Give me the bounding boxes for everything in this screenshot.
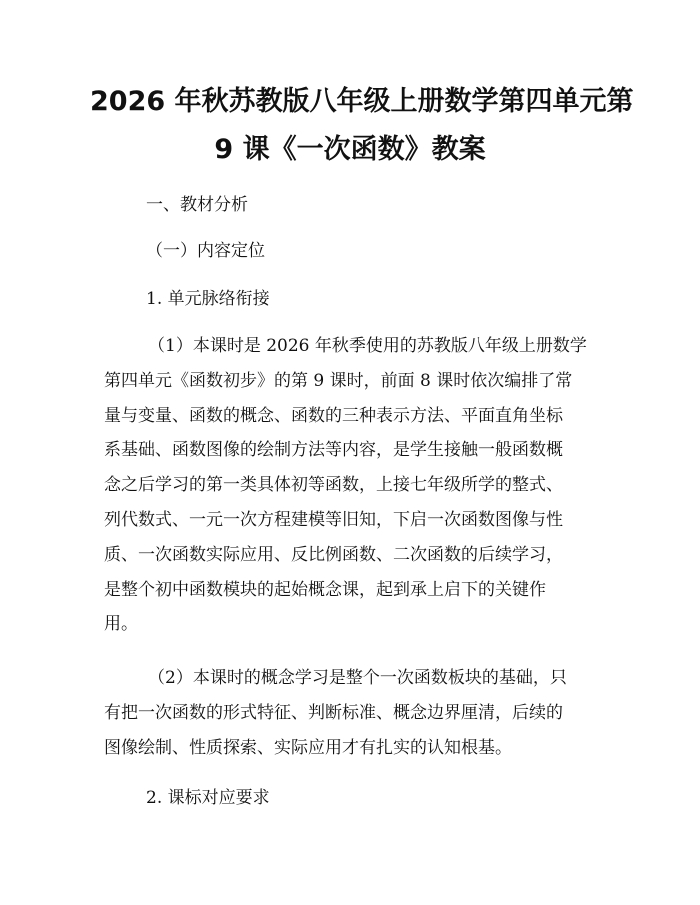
paragraph-1-line: 用。 bbox=[104, 614, 138, 635]
subsection-heading-content-positioning: （一）内容定位 bbox=[146, 241, 265, 261]
item-heading-curriculum-requirements: 2. 课标对应要求 bbox=[146, 788, 270, 808]
paragraph-2-line: 图像绘制、性质探索、实际应用才有扎实的认知根基。 bbox=[104, 737, 512, 758]
item-heading-unit-connection: 1. 单元脉络衔接 bbox=[146, 289, 270, 309]
paragraph-1-line: 列代数式、一元一次方程建模等旧知，下启一次函数图像与性 bbox=[104, 509, 563, 530]
section-heading-textbook-analysis: 一、教材分析 bbox=[146, 195, 248, 215]
paragraph-1-line: 念之后学习的第一类具体初等函数，上接七年级所学的整式、 bbox=[104, 475, 563, 496]
paragraph-2 bbox=[104, 661, 601, 765]
paragraph-2-line: （2）本课时的概念学习是整个一次函数板块的基础，只 bbox=[148, 668, 567, 688]
paragraph-1-line: （1）本课时是 2026 年秋季使用的苏教版八年级上册数学 bbox=[148, 336, 587, 356]
paragraph-1-line: 质、一次函数实际应用、反比例函数、二次函数的后续学习， bbox=[104, 544, 563, 565]
paragraph-1-line: 系基础、函数图像的绘制方法等内容，是学生接触一般函数概 bbox=[104, 440, 563, 461]
paragraph-1-line: 量与变量、函数的概念、函数的三种表示方法、平面直角坐标 bbox=[104, 405, 563, 426]
document-title-line-1: 2026 年秋苏教版八年级上册数学第四单元第 bbox=[90, 86, 634, 117]
paragraph-1 bbox=[104, 329, 601, 642]
paragraph-2-line: 有把一次函数的形式特征、判断标准、概念边界厘清，后续的 bbox=[104, 702, 563, 723]
paragraph-1-line: 是整个初中函数模块的起始概念课，起到承上启下的关键作 bbox=[104, 579, 546, 600]
document-title-line-2: 9 课《一次函数》教案 bbox=[214, 134, 486, 165]
paragraph-1-line: 第四单元《函数初步》的第 9 课时，前面 8 课时依次编排了常 bbox=[104, 370, 573, 391]
